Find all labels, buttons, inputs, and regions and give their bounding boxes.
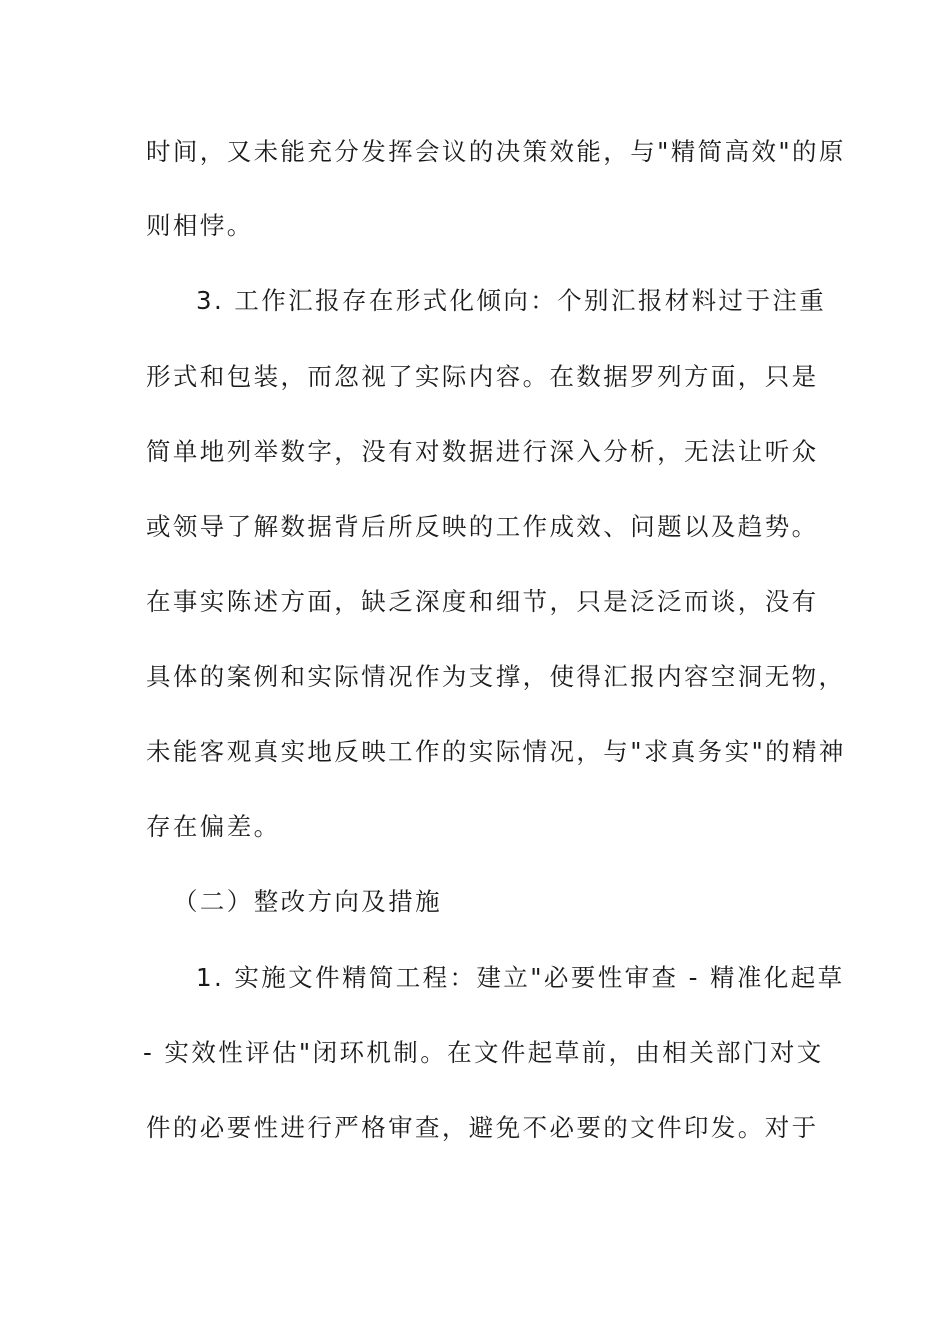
text-line-14: 件的必要性进行严格审查，避免不必要的文件印发。对于 — [146, 1113, 819, 1142]
text-line-13: - 实效性评估"闭环机制。在文件起草前，由相关部门对文 — [143, 1038, 824, 1067]
text-line-9: 未能客观真实地反映工作的实际情况，与"求真务实"的精神 — [146, 737, 846, 766]
text-line-8: 具体的案例和实际情况作为支撑，使得汇报内容空洞无物， — [146, 662, 846, 691]
text-line-7: 在事实陈述方面，缺乏深度和细节，只是泛泛而谈，没有 — [146, 587, 819, 616]
section-heading: （二）整改方向及措施 — [173, 887, 442, 916]
text-line-4: 形式和包装，而忽视了实际内容。在数据罗列方面，只是 — [146, 362, 819, 391]
text-line-3: 3. 工作汇报存在形式化倾向：个别汇报材料过于注重 — [196, 286, 827, 315]
text-line-5: 简单地列举数字，没有对数据进行深入分析，无法让听众 — [146, 437, 819, 466]
text-line-12: 1. 实施文件精简工程：建立"必要性审查 - 精准化起草 — [196, 963, 845, 992]
text-line-1: 时间，又未能充分发挥会议的决策效能，与"精简高效"的原 — [146, 137, 846, 166]
text-line-2: 则相悖。 — [146, 211, 254, 240]
text-line-10: 存在偏差。 — [146, 812, 281, 841]
text-line-6: 或领导了解数据背后所反映的工作成效、问题以及趋势。 — [146, 512, 819, 541]
